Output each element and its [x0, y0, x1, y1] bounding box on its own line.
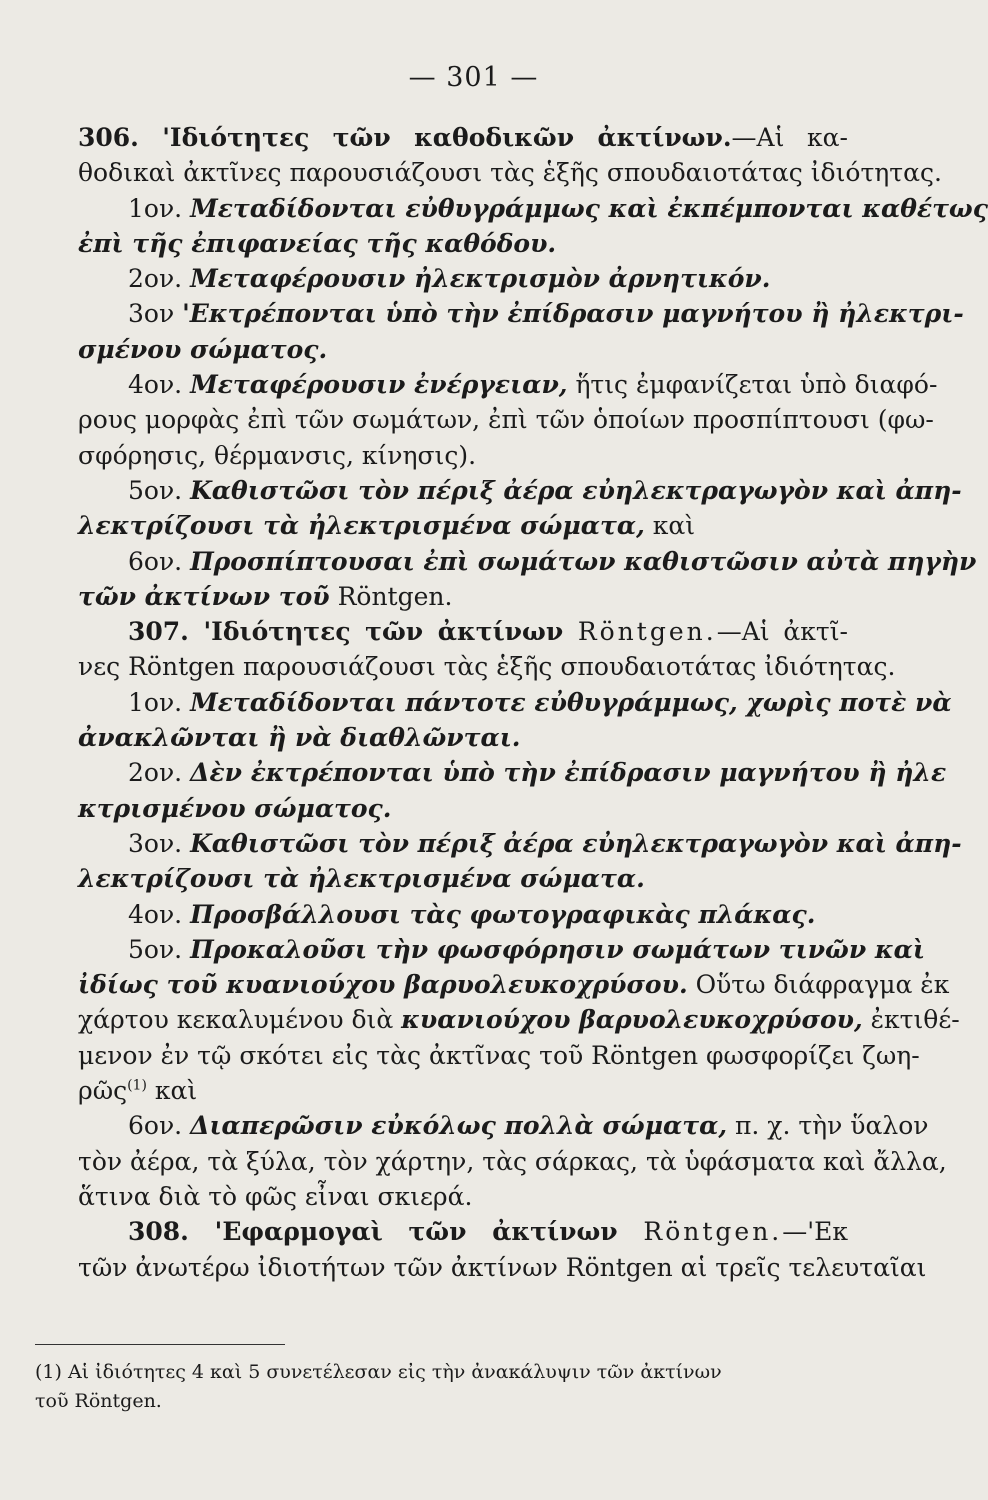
text-line: [78, 155, 942, 190]
text-run: 'Εκτρέπονται ὑπὸ τὴν ἐπίδρασιν μαγνήτου ἢ ἠλεκτρι-: [182, 299, 964, 329]
text-run: Μεταδίδονται πάντοτε εὐθυγράμμως, χωρὶς ποτὲ νὰ: [190, 687, 952, 717]
text-run: θοδικαὶ ἀκτῖνες παρουσιάζουσι τὰς ἑξῆς σπουδαιοτάτας ἰδιότητας.: [78, 158, 942, 188]
text-run: τῶν ἀκτίνων τοῦ: [78, 581, 330, 611]
text-run: —Αἱ ἀκτῖ-: [716, 617, 849, 647]
text-run: 2ον.: [128, 264, 191, 294]
text-run: ρῶς: [78, 1076, 128, 1106]
page-number: — 301 —: [408, 62, 539, 93]
text-line: [78, 1002, 960, 1037]
text-line: [78, 261, 848, 296]
text-run: ἅτινα διὰ τὸ φῶς εἶναι σκιερά.: [78, 1181, 473, 1211]
text-run: ἰδίως τοῦ κυανιούχου βαρυολευκοχρύσου.: [78, 970, 688, 1000]
text-line: [78, 1073, 848, 1108]
text-run: καὶ: [146, 1076, 198, 1106]
text-line: [78, 861, 848, 896]
text-run: νες Röntgen παρουσιάζουσι τὰς ἑξῆς σπουδαιοτάτας ἰδιότητας.: [78, 652, 896, 682]
text-run: Röntgen.: [643, 1217, 783, 1247]
text-run: 3ον: [128, 299, 183, 329]
text-line: [78, 826, 962, 861]
text-line: [78, 720, 848, 755]
text-line: [78, 1108, 929, 1143]
footnote: [35, 1358, 845, 1416]
text-line: [78, 791, 848, 826]
text-run: 6ον.: [128, 546, 191, 576]
text-run: καὶ: [644, 511, 696, 541]
text-run: Μεταφέρουσιν ἐνέργειαν,: [190, 370, 568, 400]
text-run: 306. 'Ιδιότητες τῶν καθοδικῶν ἀκτίνων.: [78, 123, 732, 152]
text-run: μενον ἐν τῷ σκότει εἰς τὰς ἀκτῖνας τοῦ Röntgen φωσφορίζει ζωη-: [78, 1040, 920, 1070]
text-run: ἐπὶ τῆς ἐπιφανείας τῆς καθόδου.: [78, 228, 557, 258]
text-run: 5ον.: [128, 475, 191, 505]
text-run: λεκτρίζουσι τὰ ἠλεκτρισμένα σώματα.: [78, 864, 645, 894]
text-run: Καθιστῶσι τὸν πέριξ ἀέρα εὐηλεκτραγωγὸν καὶ ἀπη-: [190, 828, 962, 858]
text-line: [78, 897, 848, 932]
text-line: [78, 1038, 920, 1073]
text-run: λεκτρίζουσι τὰ ἠλεκτρισμένα σώματα,: [78, 511, 645, 541]
text-line: [78, 1144, 947, 1179]
text-run: —'Εκ: [782, 1217, 848, 1247]
text-line: [78, 402, 934, 437]
text-line: [78, 544, 977, 579]
text-line: [78, 967, 950, 1002]
text-run: Röntgen.: [577, 617, 717, 647]
text-line: [78, 649, 896, 684]
body-text: [78, 120, 988, 1285]
footnote-marker: (1): [127, 1077, 147, 1094]
text-run: Μεταδίδονται εὐθυγράμμως καὶ ἐκπέμπονται καθέτως: [190, 193, 988, 223]
text-line: [78, 932, 925, 967]
text-line: [78, 296, 964, 331]
text-line: [78, 191, 988, 226]
text-run: 4ον.: [128, 370, 191, 400]
text-run: Δὲν ἐκτρέπονται ὑπὸ τὴν ἐπίδρασιν μαγνήτου ἢ ἠλε: [190, 758, 947, 788]
text-line: [78, 614, 848, 649]
text-line: [78, 1214, 848, 1249]
text-run: π. χ. τὴν ὕαλον: [727, 1111, 929, 1141]
text-line: [78, 1179, 848, 1214]
text-run: κτρισμένου σώματος.: [78, 793, 392, 823]
text-run: ἐκτιθέ-: [862, 1005, 960, 1035]
text-run: κυανιούχου βαρυολευκοχρύσου,: [401, 1005, 863, 1035]
text-run: 5ον.: [128, 934, 191, 964]
text-line: [78, 120, 848, 155]
text-line: [78, 438, 848, 473]
footnote-line: τοῦ Röntgen.: [35, 1390, 162, 1412]
text-run: Προκαλοῦσι τὴν φωσφόρησιν σωμάτων τινῶν καὶ: [190, 934, 925, 964]
text-run: —Αἱ κα-: [731, 123, 848, 152]
text-run: 2ον.: [128, 758, 191, 788]
text-run: ἥτις ἐμφανίζεται ὑπὸ διαφό-: [567, 370, 938, 400]
text-line: [78, 473, 962, 508]
text-run: Οὕτω διάφραγμα ἐκ: [687, 970, 950, 1000]
text-line: [78, 755, 947, 790]
text-run: ρους μορφὰς ἐπὶ τῶν σωμάτων, ἐπὶ τῶν ὁποίων προσπίπτουσι (φω-: [78, 405, 934, 435]
footnote-line: (1) Αἱ ἰδιότητες 4 καὶ 5 συνετέλεσαν εἰς τὴν ἀνακάλυψιν τῶν ἀκτίνων: [35, 1361, 722, 1383]
text-line: [78, 685, 952, 720]
text-line: [78, 226, 848, 261]
text-run: σμένου σώματος.: [78, 334, 328, 364]
text-run: σφόρησις, θέρμανσις, κίνησις).: [78, 440, 477, 470]
text-run: 1ον.: [128, 687, 191, 717]
text-line: [78, 332, 848, 367]
text-run: 1ον.: [128, 193, 191, 223]
text-run: 3ον.: [128, 828, 191, 858]
text-line: [78, 579, 848, 614]
text-run: τὸν ἀέρα, τὰ ξύλα, τὸν χάρτην, τὰς σάρκας, τὰ ὑφάσματα καὶ ἄλλα,: [78, 1146, 947, 1176]
text-run: Προσπίπτουσαι ἐπὶ σωμάτων καθιστῶσιν αὐτὰ πηγὴν: [190, 546, 977, 576]
text-run: Προσβάλλουσι τὰς φωτογραφικὰς πλάκας.: [190, 899, 816, 929]
text-run: 307. 'Ιδιότητες τῶν ἀκτίνων: [128, 617, 578, 647]
text-line: [78, 508, 848, 543]
text-run: Διαπερῶσιν εὐκόλως πολλὰ σώματα,: [190, 1111, 728, 1141]
text-run: χάρτου κεκαλυμένου διὰ: [78, 1005, 402, 1035]
text-run: ἀνακλῶνται ἢ νὰ διαθλῶνται.: [78, 723, 521, 753]
text-run: Καθιστῶσι τὸν πέριξ ἀέρα εὐηλεκτραγωγὸν καὶ ἀπη-: [190, 475, 962, 505]
text-run: 6ον.: [128, 1111, 191, 1141]
text-run: 308. 'Εφαρμογαὶ τῶν ἀκτίνων: [128, 1217, 644, 1247]
text-run: τῶν ἀνωτέρω ἰδιοτήτων τῶν ἀκτίνων Röntgen αἱ τρεῖς τελευταῖαι: [78, 1252, 927, 1282]
text-line: [78, 1250, 927, 1285]
text-line: [78, 367, 938, 402]
text-run: Röntgen.: [329, 581, 453, 611]
text-run: Μεταφέρουσιν ἠλεκτρισμὸν ἀρνητικόν.: [190, 264, 771, 294]
text-run: 4ον.: [128, 899, 191, 929]
footnote-divider: [35, 1344, 285, 1345]
